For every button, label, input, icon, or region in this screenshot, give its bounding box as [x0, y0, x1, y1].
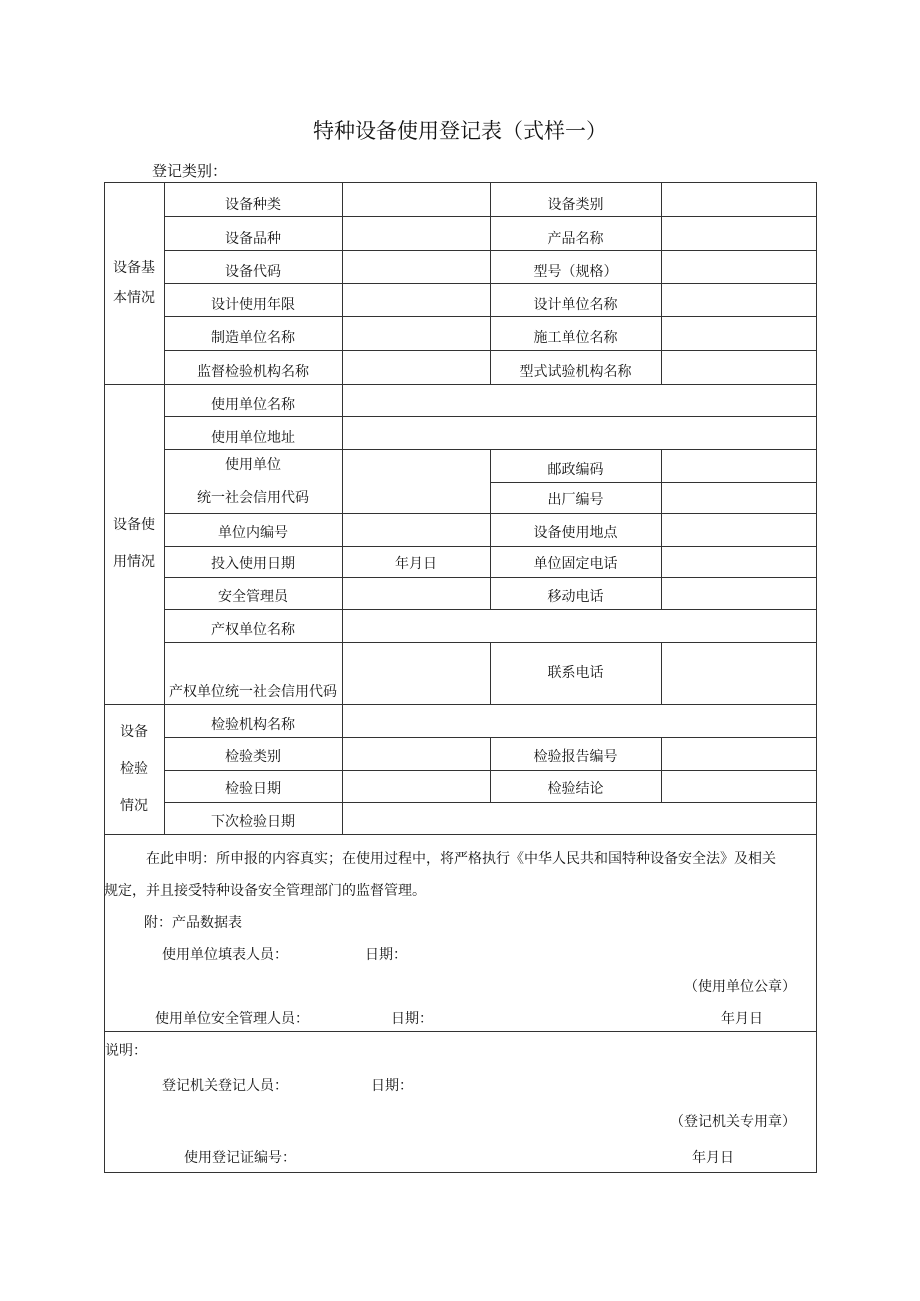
- label-postal-code: 邮政编码: [547, 461, 604, 478]
- border-right: [816, 182, 817, 1173]
- input-equipment-class[interactable]: [661, 182, 816, 216]
- label-manufacturer: 制造单位名称: [211, 330, 295, 346]
- filler-label: 使用单位填表人员：: [162, 947, 288, 963]
- group-label: 设备使: [113, 517, 155, 533]
- registrar-label: 登记机关登记人员：: [162, 1078, 288, 1094]
- group-label: 设备基: [113, 260, 155, 276]
- label-design-life: 设计使用年限: [211, 296, 295, 313]
- label-equipment-type: 设备种类: [225, 197, 281, 213]
- label-credit-code-line1: 使用单位: [225, 457, 281, 473]
- declaration-ymd: 年月日: [721, 1011, 763, 1027]
- label-credit-code-line2: 统一社会信用代码: [197, 489, 309, 506]
- registration-category-label: 登记类别：: [152, 162, 228, 180]
- label-inspection-type: 检验类别: [225, 748, 281, 765]
- label-model-spec: 型号（规格）: [533, 263, 618, 280]
- group-usage-info: [104, 384, 164, 704]
- input-manufacturer[interactable]: [342, 316, 490, 350]
- safety-date-label: 日期：: [391, 1011, 433, 1027]
- label-contact-phone: 联系电话: [547, 665, 604, 681]
- input-commission-date[interactable]: 年月日: [395, 555, 437, 572]
- input-product-name[interactable]: [661, 216, 816, 250]
- attachment-label: 附：产品数据表: [144, 915, 242, 931]
- label-user-unit-name: 使用单位名称: [211, 397, 295, 413]
- input-contact-phone[interactable]: [661, 642, 816, 704]
- label-construction-unit: 施工单位名称: [533, 330, 618, 346]
- label-fixed-phone: 单位固定电话: [533, 555, 618, 572]
- label-owner-name: 产权单位名称: [211, 621, 295, 638]
- label-mobile-phone: 移动电话: [547, 589, 604, 605]
- input-design-unit[interactable]: [661, 283, 816, 316]
- input-mobile-phone[interactable]: [661, 577, 816, 609]
- input-inspection-agency[interactable]: [342, 704, 816, 737]
- notes-label: 说明：: [105, 1043, 147, 1059]
- page-title: 特种设备使用登记表（式样一）: [313, 119, 607, 143]
- group-label: 本情况: [113, 290, 155, 306]
- registrar-date-label: 日期：: [371, 1078, 413, 1094]
- input-report-number[interactable]: [661, 737, 816, 770]
- label-inspection-agency: 检验机构名称: [211, 716, 295, 733]
- declaration-text: 在此申明：所申报的内容真实；在使用过程中，将严格执行《中华人民共和国特种设备安全法》及相关: [146, 851, 776, 867]
- registration-form: [104, 182, 817, 1173]
- input-safety-manager[interactable]: [342, 577, 490, 609]
- registration-seal-label: （登记机关专用章）: [670, 1114, 796, 1130]
- input-owner-credit-code[interactable]: [342, 642, 490, 704]
- label-inspection-date: 检验日期: [225, 781, 281, 797]
- label-owner-credit-code: 产权单位统一社会信用代码: [169, 684, 337, 700]
- safety-person-label: 使用单位安全管理人员：: [155, 1011, 309, 1027]
- input-usage-location[interactable]: [661, 513, 816, 546]
- input-design-life[interactable]: [342, 283, 490, 316]
- border-bottom: [104, 1172, 817, 1173]
- label-inspection-conclusion: 检验结论: [547, 781, 604, 797]
- input-inspection-conclusion[interactable]: [661, 770, 816, 802]
- label-supervision-agency: 监督检验机构名称: [197, 364, 309, 380]
- group-label: 设备: [120, 723, 148, 740]
- user-unit-seal-label: （使用单位公章）: [684, 979, 796, 995]
- label-usage-location: 设备使用地点: [533, 524, 618, 541]
- filler-date-label: 日期：: [365, 947, 407, 963]
- input-inspection-date[interactable]: [342, 770, 490, 802]
- label-user-unit-address: 使用单位地址: [211, 429, 295, 446]
- input-inspection-type[interactable]: [342, 737, 490, 770]
- label-product-name: 产品名称: [547, 231, 604, 247]
- input-equipment-type[interactable]: [342, 182, 490, 216]
- input-equipment-variety[interactable]: [342, 216, 490, 250]
- label-equipment-class: 设备类别: [547, 197, 604, 213]
- input-type-test-agency[interactable]: [661, 350, 816, 384]
- input-postal-code[interactable]: [661, 449, 816, 482]
- label-report-number: 检验报告编号: [533, 748, 618, 765]
- label-internal-number: 单位内编号: [218, 524, 288, 541]
- input-supervision-agency[interactable]: [342, 350, 490, 384]
- input-fixed-phone[interactable]: [661, 546, 816, 577]
- input-credit-code[interactable]: [342, 449, 490, 513]
- group-inspection-info: [104, 704, 164, 834]
- notes-ymd: 年月日: [692, 1150, 734, 1166]
- input-construction-unit[interactable]: [661, 316, 816, 350]
- label-factory-number: 出厂编号: [547, 491, 604, 508]
- label-design-unit: 设计单位名称: [533, 296, 618, 313]
- input-owner-name[interactable]: [342, 609, 816, 642]
- input-model-spec[interactable]: [661, 250, 816, 283]
- group-label: 情况: [120, 797, 148, 814]
- section-divider: [104, 1031, 817, 1032]
- group-label: 检验: [120, 760, 148, 777]
- input-user-unit-address[interactable]: [342, 416, 816, 449]
- label-equipment-variety: 设备品种: [225, 231, 281, 247]
- input-user-unit-name[interactable]: [342, 384, 816, 416]
- declaration-text: 规定，并且接受特种设备安全管理部门的监督管理。: [104, 883, 426, 899]
- cert-number-label: 使用登记证编号：: [184, 1150, 296, 1166]
- input-next-inspection-date[interactable]: [342, 802, 816, 834]
- label-safety-manager: 安全管理员: [218, 589, 288, 605]
- group-basic-info: [104, 182, 164, 384]
- input-equipment-code[interactable]: [342, 250, 490, 283]
- label-type-test-agency: 型式试验机构名称: [519, 364, 632, 380]
- label-next-inspection-date: 下次检验日期: [211, 814, 295, 830]
- label-equipment-code: 设备代码: [225, 263, 281, 280]
- group-label: 用情况: [113, 554, 155, 570]
- label-commission-date: 投入使用日期: [211, 555, 295, 572]
- input-internal-number[interactable]: [342, 513, 490, 546]
- input-factory-number[interactable]: [661, 482, 816, 513]
